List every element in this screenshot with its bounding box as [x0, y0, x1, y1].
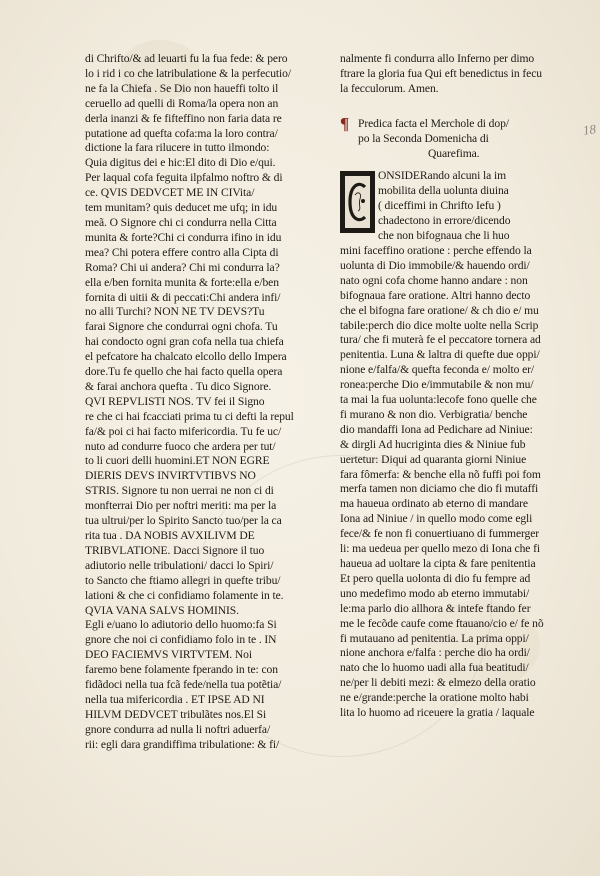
left-column-line: fa/& poi ci hai facto mifericordia. Tu fe uc/ [85, 424, 282, 438]
left-column-line: meã. O Signore chi ci condurra nella Citta [85, 215, 277, 229]
right-column-top-line: la fecculorum. Amen. [340, 81, 439, 95]
right-column-body-line: li: ma uedeua per quello mezo di Iona che fi [340, 542, 541, 556]
right-column-body-line: nato che lo huomo uadi alla fua beatitudi/ [340, 661, 529, 675]
right-column-body-line: uertetur: Diqui ad quaranta giorni Niniue [340, 452, 527, 466]
initial-wrapped-line: ( diceffimi in Chrifto Iefu ) [378, 199, 501, 213]
left-column-line: TRIBVLATIONE. Dacci Signore il tuo [85, 543, 265, 557]
left-column-line: to li cuori delli huomini.ET NON EGRE [85, 454, 270, 468]
initial-wrapped-line: ONSIDERando alcuni la im [378, 169, 507, 183]
right-column-body-line: le:ma parlo dio allhora & intefe ftando fer [340, 601, 531, 615]
initial-wrapped-line: chadectono in errore/dicendo [378, 214, 511, 228]
left-column-line: ne fa la Chiefa . Se Dio non haueffi tolto il [85, 81, 279, 95]
svg-text:C: C [357, 203, 361, 209]
left-column-line: lationi & che ci confidiamo folamente in te. [85, 588, 284, 602]
left-column-line: derla inanzi & fe fifteffino non faria data re [85, 111, 282, 125]
right-column-body-line: che el bifogna fare oratione/ & ch dio e/ mu [340, 303, 539, 317]
left-column-line: re che ci hai fcacciati prima tu ci defti la repul [85, 409, 294, 423]
right-column-body-line: Et pero quella uolonta di dio fu fempre ad [340, 571, 531, 585]
right-column-body-line: merfa tamen non diciamo che dio fi mutaffi [340, 482, 539, 496]
right-column-top-line: ftrare la gloria fua Qui eft benedictus in fecu [340, 66, 542, 80]
left-column-line: adiutorio nelle tribulationi/ dacci lo Spiri/ [85, 558, 274, 572]
initial-wrapped-lines [340, 169, 582, 244]
left-column-line: lo i rid i co che latribulatione & la perfecutio/ [85, 66, 291, 80]
left-column-line: DIERIS DEVS INVIRTVTIBVS NO [85, 469, 256, 483]
right-column-body-line: nato ogni cofa chome hanno andare : non [340, 273, 528, 287]
left-column-line: hai condocto ogni gran cofa nella tua chiefa [85, 335, 284, 349]
initial-letter-graphic [346, 177, 370, 227]
right-column-body-line: tura/ che fi muterà fe el peccatore tornera ad [340, 333, 541, 347]
right-column-body-line: ma haueua ordinato ab eterno di mandare [340, 497, 528, 511]
right-text-column [340, 52, 582, 721]
heading-line: Quarefima. [428, 146, 480, 160]
left-column-line: tua ultrui/per lo Spirito Sancto tuo/per la ca [85, 514, 282, 528]
left-column-line: QVI REPVLISTI NOS. TV fei il Signo [85, 394, 265, 408]
left-column-line: fidãdoci nella tua fcã fede/nella tua potẽtia/ [85, 678, 282, 692]
right-column-body-line: uno medefimo modo ab eterno immutabi/ [340, 586, 530, 600]
right-column-body-line: nione e/falfa/& quefta feconda e/ molto er/ [340, 363, 534, 377]
left-column-line: Roma? Chi ui andera? Chi mi condurra la? [85, 260, 280, 274]
left-column-line: di Chrifto/& ad leuarti fu la fua fede: & pero [85, 52, 288, 65]
left-column-line: DEO FACIEMVS VIRTVTEM. Noi [85, 648, 252, 662]
right-column-body-line: fi murano & non dio. Verbigratia/ benche [340, 407, 528, 421]
left-column-line: el pefcatore ha chalcato elcollo dello Impera [85, 350, 287, 364]
left-column-line: nuto ad condurre fuoco che ardera per tut/ [85, 439, 276, 453]
right-column-body-line: mini faceffino oratione : perche effendo la [340, 243, 532, 257]
sermon-heading [340, 113, 582, 162]
right-column-body-line: uolunta di Dio immobile/& hauendo ordi/ [340, 258, 530, 272]
left-column-line: & farai anchora quefta . Tu dico Signore. [85, 379, 272, 393]
left-column-line: farai Signore che condurrai ogni chofa. Tu [85, 320, 278, 334]
right-column-body-line: ne/per li debiti mezi: & elmezo della oratio [340, 676, 536, 690]
left-column-line: STRIS. Signore tu non uerrai ne non ci di [85, 484, 274, 498]
decorated-initial [340, 171, 375, 233]
left-column-line: QVIA VANA SALVS HOMINIS. [85, 603, 239, 617]
left-column-line: rita tua . DA NOBIS AVXILIVM DE [85, 529, 255, 542]
right-column-body-line: ne e/grande:perche la oratione molto habi [340, 691, 529, 705]
left-column-line: munita & forte?Chi ci condurra ifino in idu [85, 230, 282, 244]
heading-line: Predica facta el Merchole di dop/ [358, 116, 509, 130]
right-column-body-line: tabile:perch dio dice molte uolte nella Scrip [340, 318, 539, 332]
left-column-line: mea? Chi potera effere contro alla Cipta di [85, 245, 279, 259]
right-column-body-line: me le fecõde caufe come ftauano/cio e/ fe nõ [340, 616, 544, 630]
right-column-body-line: bifognaua fare oratione. Altri hanno decto [340, 288, 531, 302]
right-column-body-text [340, 244, 582, 721]
right-column-body-line: ronea:perche Dio e/immutabile & non mu/ [340, 378, 534, 392]
left-column-line: faremo bene folamente fperando in te: con [85, 663, 278, 677]
left-column-line: fornita di uitii & di peccati:Chi andera infi/ [85, 290, 281, 304]
initial-wrapped-line: mobilita della uolunta diuina [378, 184, 509, 198]
right-column-body-line: ta mai la fua uolunta:lecofe fono quelle che [340, 393, 537, 407]
right-column-top-text [340, 52, 582, 97]
left-column-line: no alli Turchi? NON NE TV DEVS?Tu [85, 305, 265, 319]
heading-text [358, 117, 509, 162]
right-column-body-line: fara fômerfa: & benche ella nõ fuffi poi fom [340, 467, 541, 481]
left-column-line: dore.Tu fe quello che hai facto quella opera [85, 365, 283, 379]
left-column-line: rii: egli dara grandiffima tribulatione: & fi/ [85, 737, 280, 751]
left-text-column [85, 52, 318, 753]
left-column-line: dictione la fara rilucere in tutto ilmondo: [85, 141, 270, 155]
heading-line: po la Seconda Domenicha di [358, 131, 489, 145]
left-column-line: putatione ad quefta cofa:ma la loro contra/ [85, 126, 278, 140]
left-column-line: tem munitam? quis deducet me ufq; in idu [85, 201, 278, 215]
right-column-body-line: nione anchora e/falfa : perche dio ha ordi/ [340, 646, 530, 660]
right-column-body-line: fece/& fe non fi conuertiuano di fummerger [340, 527, 540, 541]
right-column-body-line: haueua ad uoltare la cipta & fare penitentia [340, 557, 536, 570]
right-column-top-line: nalmente fi condurra allo Inferno per dimo [340, 52, 535, 65]
right-column-body-line: Iona ad Niniue / in quello modo come egli [340, 512, 533, 526]
left-column-line: ce. QVIS DEDVCET ME IN CIVita/ [85, 186, 255, 200]
left-column-line: monfterrai Dio per noftri meriti: ma per la [85, 499, 277, 513]
left-column-line: nella tua mifericordia . ET IPSE AD NI [85, 692, 265, 706]
right-column-body-line: lita lo huomo ad riceuere la gratia / laquale [340, 706, 535, 720]
left-column-line: to Sancto che ftiamo allegri in quefte tribu/ [85, 573, 281, 587]
margin-folio-note: 18 [581, 121, 597, 138]
right-column-body-line: dio mandaffi Iona ad Pedichare ad Niniue: [340, 422, 533, 436]
sermon-body [340, 169, 582, 721]
left-column-line: gnore condurra ad nulla li noftri aduerfa/ [85, 722, 271, 736]
left-column-line: HILVM DEDVCET tribulãtes nos.El Si [85, 707, 267, 721]
left-column-line: Per laqual cofa feguita ilpfalmo noftro & di [85, 171, 283, 185]
left-column-line: ella e/ben fornita munita & forte:ella e/ben [85, 275, 279, 289]
left-column-line: gnore che noi ci confidiamo folo in te . IN [85, 633, 277, 647]
right-column-body-line: & dirgli Ad hucriginta dies & Niniue fub [340, 437, 526, 451]
pilcrow-mark: ¶ [340, 113, 350, 133]
left-column-line: Egli e/uano lo adiutorio dello huomo:fa Si [85, 618, 277, 632]
right-column-body-line: penitentia. Luna & laltra di quefte due oppi/ [340, 348, 540, 362]
left-column-line: ceruello ad quelli di Roma/la opera non an [85, 96, 279, 110]
left-column-line: Quia digitus dei e hic:El dito di Dio e/qui. [85, 156, 276, 170]
initial-wrapped-line: che non bifognaua che li huo [378, 229, 510, 243]
right-column-body-line: fi mutauano ad penitentia. La prima oppi/ [340, 631, 529, 645]
